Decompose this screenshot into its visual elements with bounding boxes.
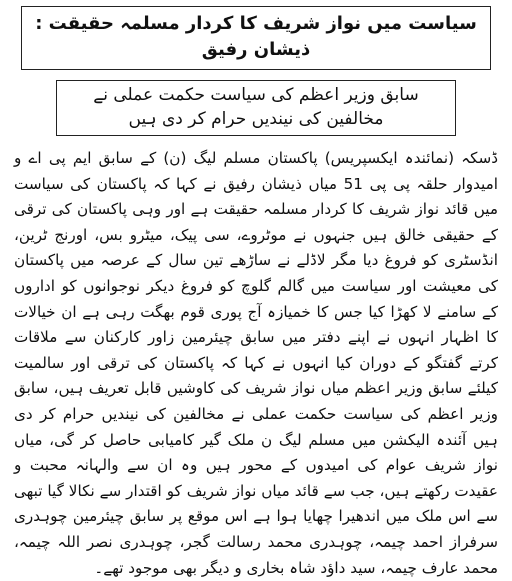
- article-body: ڈسکہ (نمائندہ ایکسپریس) پاکستان مسلم لیگ (ن) کے سابق ایم پی اے و امیدوار حلقہ پی پی 51 میاں ذیشان رفیق نے کہا کہ پاکستان کی سیاست میں قائد نواز شریف کا کردار مسلمہ حقیقت ہے اور وہی پاکستان کی ترقی کے حقیقی خالق ہیں جنہوں نے موٹروے، سی پیک، میٹرو بس، اورنج ٹرین، انڈسٹری کو فروغ دیا مگر لاڈلے نے ساڑھے تین سال کے عرصہ میں پاکستان کی معیشت اور سیاست میں گالم گلوچ کو فروغ دیکر نوجوانوں کو اداروں کے سامنے لا کھڑا کیا جس کا خمیازہ آج پوری قوم بھگت رہی ہے ان خیالات کا اظہار انہوں نے اپنے دفتر میں سابق چیئرمین زاور کارکنان سے ملاقات کرتے گفتگو کے دوران کیا انہوں نے کہا کہ پاکستان کی ترقی اور سالمیت کیلئے سابق وزیر اعظم میاں نواز شریف کی کاوشیں قابل تعریف ہیں، سابق وزیر اعظم کی سیاست حکمت عملی نے مخالفین کی نیندیں حرام کر دی ہیں آئندہ الیکشن میں مسلم لیگ ن ملک گیر کامیابی حاصل کر گی، میاں نواز شریف عوام کی امیدوں کے محور ہیں وہ ان سے والہانہ محبت و عقیدت رکھتے ہیں، جب سے قائد میاں نواز شریف کو اقتدار سے نکالا گیا تبھی سے اس ملک میں اندھیرا چھایا ہوا ہے اس موقع پر سابق چیئرمین چوہدری سرفراز احمد چیمہ، چوہدری محمد رسالت گجر، چوہدری نصر اللہ چیمہ، محمد عارف چیمہ، سید داؤد شاہ بخاری و دیگر بھی موجود تھے۔: [14, 149, 498, 577]
- subheadline: سابق وزیر اعظم کی سیاست حکمت عملی نے مخالفین کی نیندیں حرام کر دی ہیں: [93, 85, 419, 129]
- subheadline-box: [56, 80, 456, 136]
- headline: سیاست میں نواز شریف کا کردار مسلمہ حقیقت : ذیشان رفیق: [35, 13, 477, 60]
- headline-box: [21, 6, 491, 70]
